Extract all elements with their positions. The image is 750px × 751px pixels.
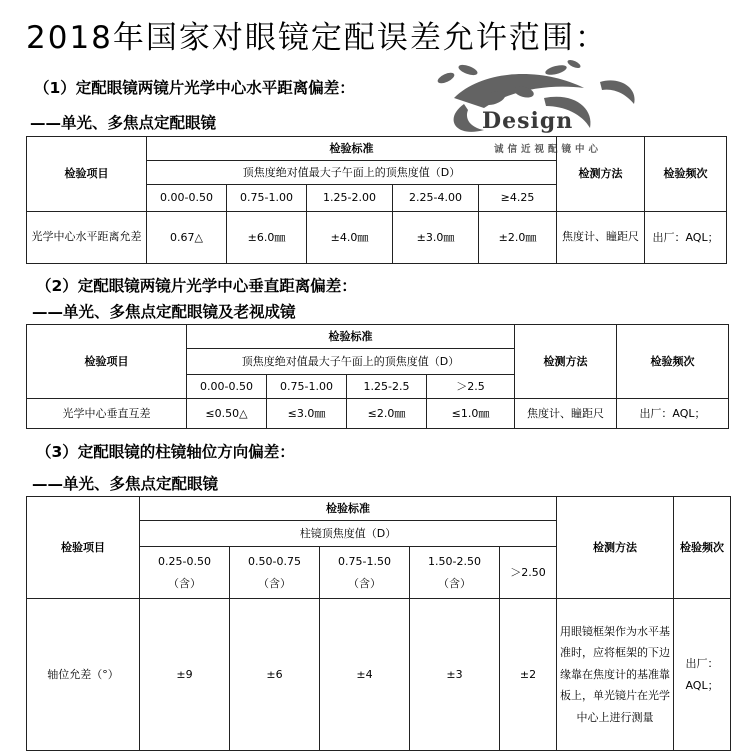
s2-row-item: 光学中心垂直互差 (27, 399, 187, 429)
s2-range: 1.25-2.5 (347, 375, 427, 399)
section1-subheading: ——单光、多焦点定配眼镜 (30, 114, 217, 132)
s1-measure-header: 顶焦度绝对值最大子午面上的顶焦度值（D） (147, 161, 557, 185)
s3-range (320, 547, 410, 599)
s3-range-note: （含） (258, 576, 291, 590)
s1-frequency-header: 检验频次 (645, 137, 727, 212)
s2-item-header: 检验项目 (27, 325, 187, 399)
s3-standard-header: 检验标准 (140, 497, 557, 521)
s1-standard-header: 检验标准 (147, 137, 557, 161)
s3-row-item: 轴位允差（°） (27, 599, 140, 751)
s1-value: ±4.0㎜ (307, 211, 393, 263)
logo-text: Design (482, 108, 574, 134)
s2-value: ≤0.50△ (187, 399, 267, 429)
section3-heading: （3）定配眼镜的柱镜轴位方向偏差： (36, 443, 295, 461)
s3-value: ±2 (500, 599, 557, 751)
s1-range: 2.25-4.00 (393, 185, 479, 211)
s1-range: 1.25-2.00 (307, 185, 393, 211)
section3-table (26, 496, 731, 751)
section1-heading: （1）定配眼镜两镜片光学中心水平距离偏差： (34, 79, 355, 97)
s3-range (410, 547, 500, 599)
s2-range: 0.75-1.00 (267, 375, 347, 399)
s1-value: ±3.0㎜ (393, 211, 479, 263)
s3-range (500, 547, 557, 599)
s3-value: ±9 (140, 599, 230, 751)
s3-range-value: 0.25-0.50 (158, 554, 211, 568)
section3-subheading: ——单光、多焦点定配眼镜 (32, 475, 219, 493)
s2-row-frequency: 出厂：AQL； (617, 399, 729, 429)
s1-row-item: 光学中心水平距离允差 (27, 211, 147, 263)
s1-range: 0.00-0.50 (147, 185, 227, 211)
s2-row-method: 焦度计、瞳距尺 (515, 399, 617, 429)
s3-measure-header: 柱镜顶焦度值（D） (140, 521, 557, 547)
s3-value: ±6 (230, 599, 320, 751)
s2-value: ≤1.0㎜ (427, 399, 515, 429)
s3-frequency-header: 检验频次 (674, 497, 731, 599)
section2-subheading: ——单光、多焦点定配眼镜及老视成镜 (32, 303, 296, 321)
s2-range: ＞2.5 (427, 375, 515, 399)
s2-value: ≤3.0㎜ (267, 399, 347, 429)
s3-range (140, 547, 230, 599)
s2-method-header: 检测方法 (515, 325, 617, 399)
s1-row-frequency: 出厂：AQL； (645, 211, 727, 263)
s3-range-note: （含） (438, 576, 471, 590)
s1-item-header: 检验项目 (27, 137, 147, 212)
section2-table (26, 324, 729, 429)
page-title: 2018年国家对眼镜定配误差允许范围： (26, 20, 608, 56)
section2-heading: （2）定配眼镜两镜片光学中心垂直距离偏差： (36, 277, 357, 295)
s3-row-frequency: 出厂：AQL； (674, 599, 731, 751)
s2-range: 0.00-0.50 (187, 375, 267, 399)
s3-range-note: （含） (348, 576, 381, 590)
section1-table (26, 136, 727, 264)
s2-value: ≤2.0㎜ (347, 399, 427, 429)
s1-row-method: 焦度计、瞳距尺 (557, 211, 645, 263)
s3-value: ±4 (320, 599, 410, 751)
s3-value: ±3 (410, 599, 500, 751)
s2-standard-header: 检验标准 (187, 325, 515, 349)
s1-method-header: 检测方法 (557, 137, 645, 212)
s3-range-value: ＞2.50 (510, 565, 546, 579)
logo-subtitle: 诚信近视配镜中心 (494, 144, 603, 155)
s1-range: 0.75-1.00 (227, 185, 307, 211)
s3-range-value: 0.75-1.50 (338, 554, 391, 568)
s1-value: ±6.0㎜ (227, 211, 307, 263)
s2-measure-header: 顶焦度绝对值最大子午面上的顶焦度值（D） (187, 349, 515, 375)
s1-value: ±2.0㎜ (479, 211, 557, 263)
s3-range-value: 1.50-2.50 (428, 554, 481, 568)
s2-frequency-header: 检验频次 (617, 325, 729, 399)
s3-range-note: （含） (168, 576, 201, 590)
s3-range (230, 547, 320, 599)
s3-row-method: 用眼镜框架作为水平基准时，应将框架的下边缘靠在焦度计的基准靠板上，单光镜片在光学中心上进行测量 (557, 599, 674, 751)
s3-range-value: 0.50-0.75 (248, 554, 301, 568)
s3-method-header: 检测方法 (557, 497, 674, 599)
s3-item-header: 检验项目 (27, 497, 140, 599)
s1-value: 0.67△ (147, 211, 227, 263)
s1-range: ≥4.25 (479, 185, 557, 211)
